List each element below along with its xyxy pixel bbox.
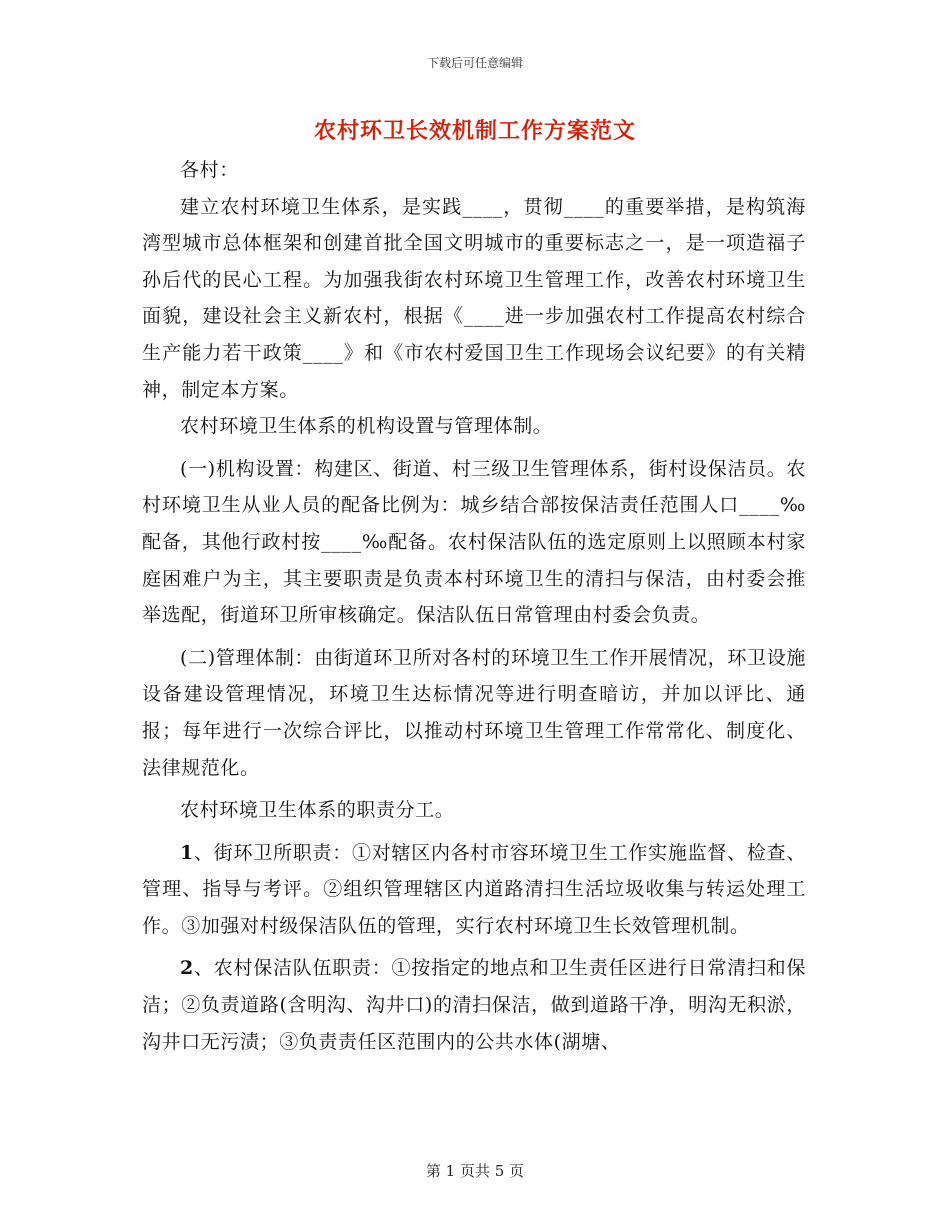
paragraph-intro: 建立农村环境卫生体系，是实践____，贯彻____的重要举措，是构筑海湾型城市总体框架和创建首批全国文明城市的重要标志之一，是一项造福子孙后代的民心工程。为加强我街农村环境卫生管理工作，改善农村环境卫生面貌，建设社会主义新农村，根据《____进一步加强农村工作提高农村综合生产能力若干政策____》和《市农村爱国卫生工作现场会议纪要》的有关精神，制定本方案。 bbox=[142, 195, 806, 401]
paragraph-management: (二)管理体制：由街道环卫所对各村的环境卫生工作开展情况，环卫设施设备建设管理情况，环境卫生达标情况等进行明查暗访，并加以评比、通报；每年进行一次综合评比，以推动村环境卫生管理工作常常化、制度化、法律规范化。 bbox=[142, 646, 806, 779]
paragraph-section-heading-1: 农村环境卫生体系的机构设置与管理体制。 bbox=[180, 415, 553, 438]
list-item-2 bbox=[142, 950, 806, 1060]
list-item-1-text: 、街环卫所职责：①对辖区内各村市容环境卫生工作实施监督、检查、管理、指导与考评。②组织管理辖区内道路清扫生活垃圾收集与转运处理工作。③加强对村级保洁队伍的管理，实行农村环境卫生长效管理机制。 bbox=[142, 841, 806, 937]
header-note: 下载后可任意编辑 bbox=[426, 56, 523, 70]
list-item-2-text: 、农村保洁队伍职责：①按指定的地点和卫生责任区进行日常清扫和保洁；②负责道路(含明沟、沟井口)的清扫保洁，做到道路干净，明沟无积淤，沟井口无污渍；③负责责任区范围内的公共水体(湖塘、 bbox=[142, 957, 806, 1053]
list-item-1-number: 1 bbox=[180, 841, 194, 864]
list-item-1 bbox=[142, 835, 806, 945]
page-footer: 第 1 页共 5 页 bbox=[425, 1162, 525, 1180]
document-title: 农村环卫长效机制工作方案范文 bbox=[313, 118, 636, 144]
document-body bbox=[142, 152, 806, 1060]
paragraph-section-heading-2: 农村环境卫生体系的职责分工。 bbox=[180, 799, 455, 822]
paragraph-organization: (一)机构设置：构建区、街道、村三级卫生管理体系，街村设保洁员。农村环境卫生从业人员的配备比例为：城乡结合部按保洁责任范围人口____‰配备，其他行政村按____‰配备。农村保洁队伍的选定原则上以照顾本村家庭困难户为主，其主要职责是负责本村环境卫生的清扫与保洁，由村委会推举选配，街道环卫所审核确定。保洁队伍日常管理由村委会负责。 bbox=[142, 457, 806, 627]
salutation: 各村： bbox=[180, 159, 239, 181]
list-item-2-number: 2 bbox=[180, 957, 194, 980]
